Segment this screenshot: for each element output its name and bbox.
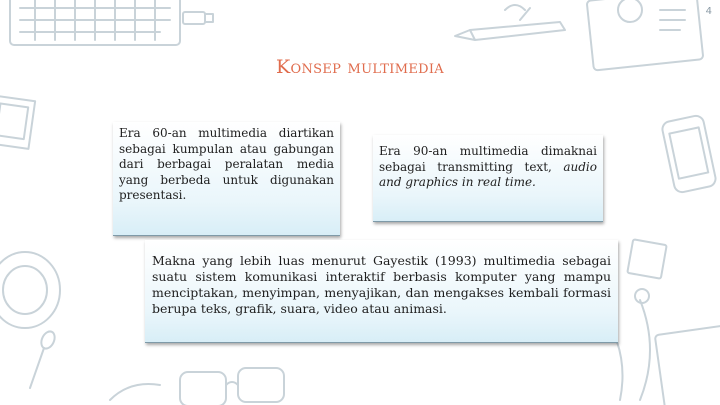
glasses-doodle bbox=[180, 368, 284, 405]
phone-doodle bbox=[661, 114, 717, 193]
cable-doodle bbox=[110, 384, 160, 400]
book-doodle bbox=[655, 326, 720, 405]
sticky-note-doodle bbox=[627, 239, 666, 278]
text-box-90an-italic: audio and graphics in real time. bbox=[379, 159, 597, 189]
text-box-90an bbox=[373, 135, 603, 222]
slide-number: 4 bbox=[705, 6, 712, 17]
keyboard-doodle bbox=[10, 0, 180, 45]
spoon-doodle bbox=[30, 329, 57, 388]
photo-doodle bbox=[0, 95, 35, 148]
text-box-gayestik bbox=[145, 240, 618, 343]
usb-doodle bbox=[183, 12, 213, 24]
text-box-60an bbox=[113, 122, 340, 236]
text-box-90an-text: Era 90-an multimedia dimaknai sebagai transmitting text, bbox=[379, 144, 597, 174]
mug-doodle bbox=[0, 252, 60, 328]
text-box-gayestik-text: Makna yang lebih luas menurut Gayestik (1993) multimedia sebagai suatu sistem komunikasi interaktif berbasis komputer yang mampu menciptakan, menyimpan, menyajikan, dan mengakses kembali formasi berupa teks, grafik, suara, video atau animasi. bbox=[152, 253, 611, 316]
text-box-60an-text: Era 60-an multimedia diartikan sebagai kumpulan atau gabungan dari berbagai peralatan media yang berbeda untuk digunakan presentasi. bbox=[119, 126, 334, 202]
pen-doodle bbox=[455, 22, 565, 40]
page-title: Konsep multimedia bbox=[276, 56, 444, 78]
clip-doodle bbox=[505, 5, 530, 20]
